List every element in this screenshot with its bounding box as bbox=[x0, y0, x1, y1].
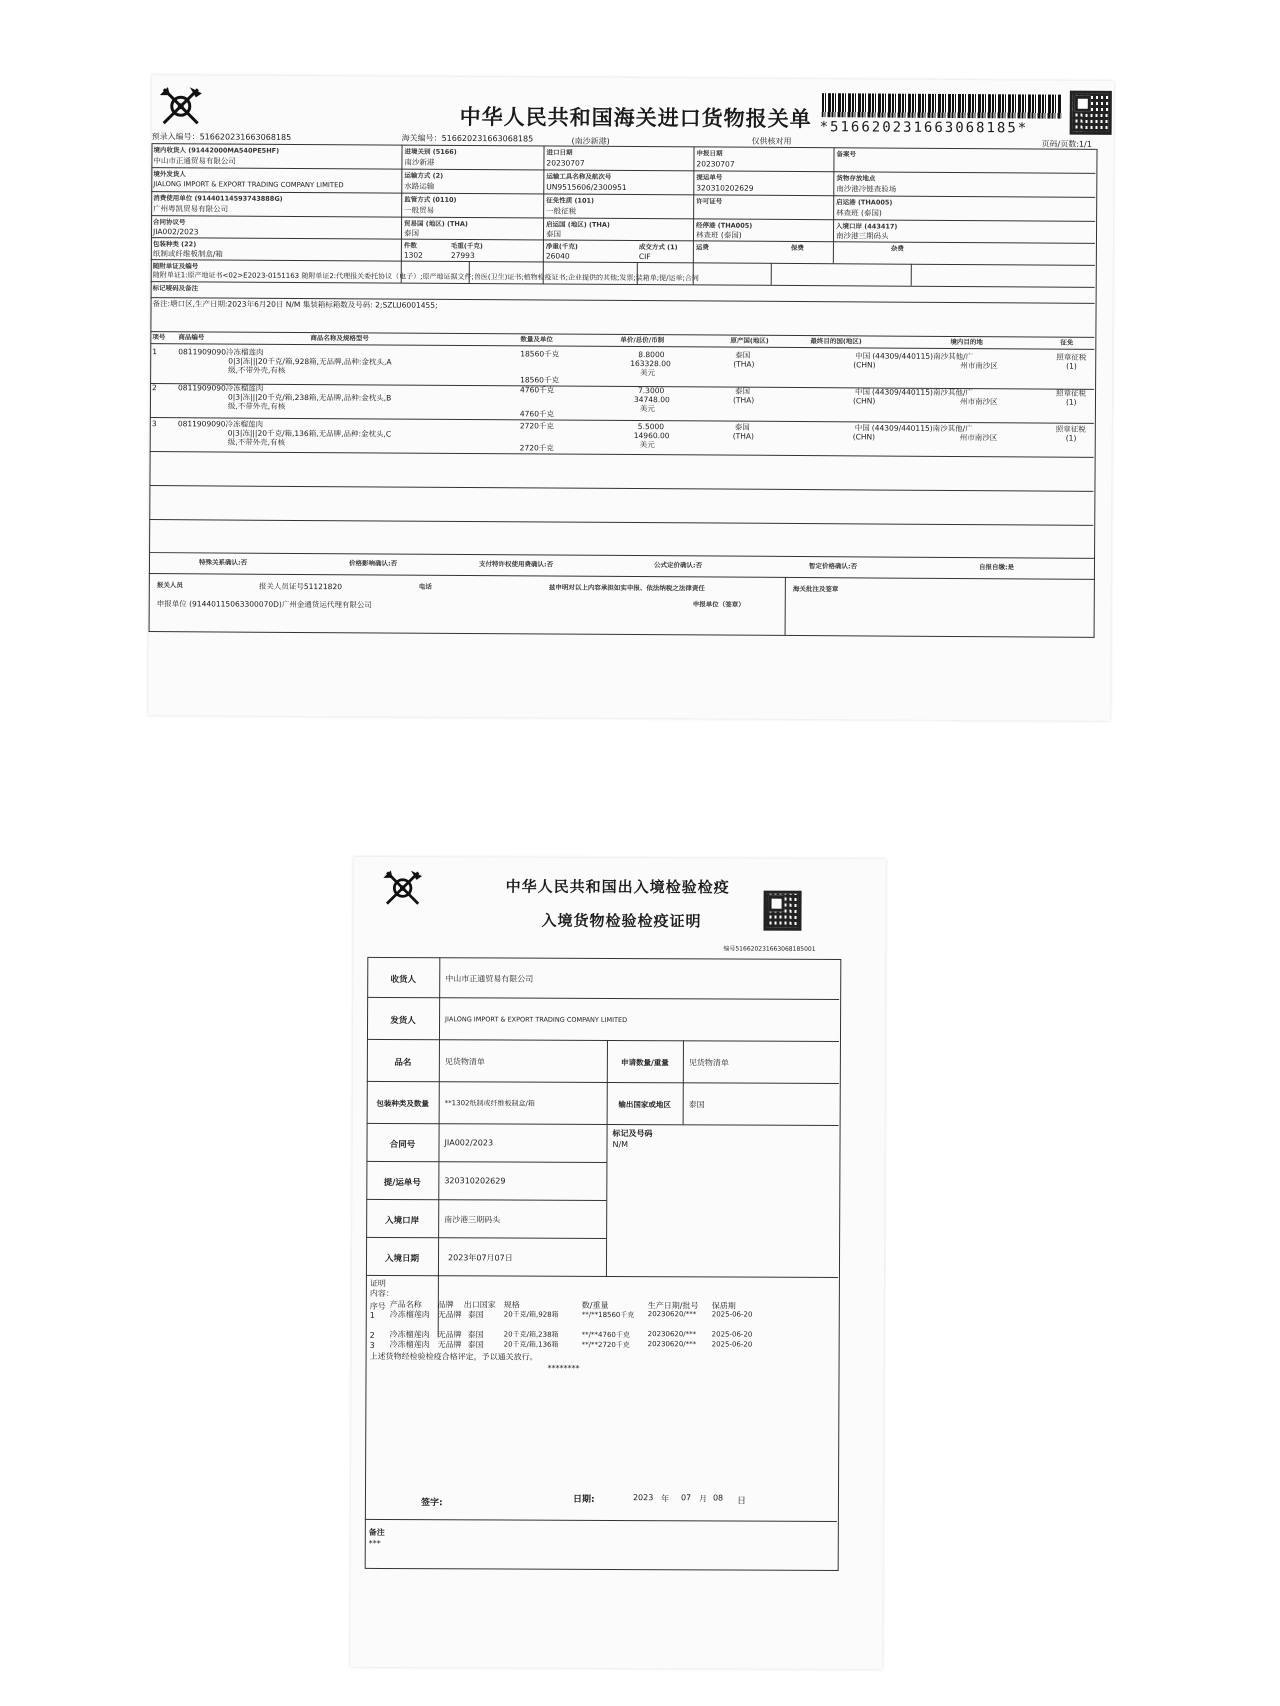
barcode-text: *516620231663068185* bbox=[819, 119, 1029, 137]
declarant-label: 报关人员 bbox=[156, 581, 183, 590]
port-note: (南沙新港) bbox=[571, 136, 610, 146]
departure-port-label: 启运港 (THA005) bbox=[836, 198, 893, 207]
pieces-value: 1302 bbox=[403, 250, 423, 260]
export-country-value: 泰国 bbox=[688, 1100, 705, 1110]
origin-country-label: 启运国 (地区) (THA) bbox=[546, 220, 610, 229]
list-item: 2 冷冻榴莲肉 无品牌 泰国 20千克/箱,238箱 **/**4760千克 20230620/*** 2025-06-20 bbox=[369, 1330, 753, 1340]
proof-label: 证明 内容： bbox=[369, 1278, 394, 1299]
col-domestic: 境内目的地 bbox=[950, 337, 983, 347]
docs-label: 随附单证及编号 bbox=[152, 262, 199, 271]
port-label: 入境口岸 bbox=[385, 1215, 420, 1227]
marks-label: 标记唛码及备注 bbox=[152, 284, 199, 293]
marks-value: 备注:塘口区,生产日期:2023年6月20日 N/M 集装箱标箱数及号码: 2;SZLU6001455; bbox=[152, 299, 438, 310]
bl-label: 提/运单号 bbox=[383, 1177, 421, 1189]
transit-port-label: 经停港 (THA005) bbox=[696, 221, 753, 230]
import-date-label: 进口日期 bbox=[546, 148, 573, 157]
export-country-label: 输出国家或地区 bbox=[618, 1100, 671, 1110]
vessel-label: 运输工具名称及航次号 bbox=[546, 172, 612, 181]
customs-declaration-sheet bbox=[148, 75, 1114, 721]
consignee-value: 中山市正通贸易有限公司 bbox=[153, 156, 236, 166]
misc-label: 杂费 bbox=[890, 244, 904, 253]
consignee-value: 中山市正通贸易有限公司 bbox=[445, 974, 534, 984]
contract-label: 合同协议号 bbox=[153, 218, 186, 227]
qty-value: 见货物清单 bbox=[688, 1058, 729, 1068]
declarant-cert: 报关人员证号51121820 bbox=[258, 581, 343, 592]
date-label: 入境日期 bbox=[384, 1253, 420, 1265]
declare-date-label: 申报日期 bbox=[696, 149, 723, 158]
gross-label: 毛重(千克) bbox=[450, 241, 483, 251]
month-char: 月 bbox=[698, 1494, 707, 1504]
pieces-label: 件数 bbox=[403, 241, 417, 250]
freight-label: 运费 bbox=[695, 243, 709, 252]
col-origin: 原产国(地区) bbox=[730, 336, 769, 345]
docs-value: 随附单证1:原产地证书<02>E2023-0151163 随附单证2:代理报关委托协议（电子）;原产地证据文件;兽医(卫生)证书;植物检疫证书;企业提供的其他;发票;装箱单;提/运单;合同 bbox=[152, 271, 699, 283]
vessel-value: UN9515606/2300951 bbox=[546, 182, 627, 192]
customs-number: 海关编号：516620231663068185 bbox=[401, 133, 534, 144]
port-value: 南沙港三期码头 bbox=[444, 1215, 501, 1225]
user-unit-label: 消费使用单位 (91440114593743888G) bbox=[153, 194, 283, 203]
qr-code-icon bbox=[763, 891, 801, 931]
sign-label: 签字: bbox=[420, 1498, 443, 1509]
col-code: 商品编号 bbox=[178, 333, 205, 342]
declare-unit-seal: 申报单位（签章） bbox=[692, 600, 745, 609]
year-char: 年 bbox=[660, 1494, 669, 1504]
certificate-number: 编号516620231663068185001 bbox=[723, 945, 816, 953]
shipper-label: 境外发货人 bbox=[153, 170, 186, 179]
deal-mode-value: CIF bbox=[638, 252, 651, 262]
gross-value: 27993 bbox=[450, 250, 475, 261]
shipper-label: 发货人 bbox=[390, 1016, 416, 1027]
entry-customs-label: 进境关别 (5166) bbox=[404, 147, 457, 156]
date-value: 2023年07月07日 bbox=[448, 1253, 513, 1263]
col-dest: 最终目的国(地区) bbox=[810, 337, 862, 346]
certificate-subtitle: 入境货物检验检疫证明 bbox=[541, 911, 702, 931]
marks-label: 标记及号码 bbox=[612, 1128, 653, 1139]
deal-mode-label: 成交方式 (1) bbox=[638, 243, 678, 252]
day-char: 日 bbox=[736, 1496, 746, 1507]
package-type-label: 包装种类 (22) bbox=[152, 240, 197, 249]
license-label: 许可证号 bbox=[696, 197, 723, 206]
trade-country-value: 泰国 bbox=[403, 228, 420, 238]
self-pay: 自报自缴:是 bbox=[978, 563, 1015, 572]
transport-mode-value: 水路运输 bbox=[404, 181, 435, 191]
transit-port-value: 林查班 (泰国) bbox=[695, 230, 742, 240]
col-item-no: 项号 bbox=[152, 333, 166, 342]
customs-emblem-icon bbox=[156, 83, 206, 129]
tax-nature-label: 征免性质 (101) bbox=[546, 196, 595, 205]
origin-country-value: 泰国 bbox=[545, 229, 562, 239]
ciq-emblem-icon bbox=[380, 865, 426, 911]
remark-label: 备注 bbox=[368, 1527, 385, 1537]
list-item: 3 冷冻榴莲肉 无品牌 泰国 20千克/箱,136箱 **/**2720千克 20230620/*** 2025-06-20 bbox=[369, 1340, 753, 1350]
royalty-confirm: 支付特许权使用费确认:否 bbox=[478, 560, 554, 569]
col-price: 单价/总价/币制 bbox=[620, 335, 665, 345]
user-unit-value: 广州粤凯贸易有限公司 bbox=[153, 204, 229, 214]
declare-unit: 申报单位 (91440115063300070D)广州金通货运代理有限公司 bbox=[156, 599, 372, 610]
page-number: 页码/页数:1/1 bbox=[1041, 139, 1092, 149]
phone-label: 电话 bbox=[418, 582, 432, 591]
import-date-value: 20230707 bbox=[546, 158, 585, 168]
entry-port-value: 南沙港三期码头 bbox=[835, 231, 889, 241]
net-label: 净重(千克) bbox=[545, 242, 578, 251]
package-type-value: 纸制或纤维板制盒/箱 bbox=[152, 249, 223, 259]
date-sign-label: 日期: bbox=[572, 1494, 595, 1505]
special-relation: 特殊关系确认:否 bbox=[198, 558, 248, 567]
stars: ******** bbox=[547, 1363, 580, 1373]
entry-port-label: 入境口岸 (443417) bbox=[836, 222, 898, 231]
consignee-label: 收货人 bbox=[390, 975, 417, 986]
bl-no-value: 320310202629 bbox=[696, 183, 754, 193]
goods-label: 品名 bbox=[394, 1058, 412, 1069]
supervision-value: 一般贸易 bbox=[404, 205, 435, 215]
marks-value: N/M bbox=[612, 1139, 629, 1150]
price-effect: 价格影响确认:否 bbox=[348, 559, 398, 568]
insurance-label: 保费 bbox=[790, 243, 804, 253]
list-item: 1 冷冻榴莲肉 无品牌 泰国 20千克/箱,928箱 **/**18560千克 20230620/*** 2025-06-20 bbox=[369, 1310, 753, 1320]
sign-year: 2023 bbox=[632, 1493, 654, 1503]
shipper-value: JIALONG IMPORT & EXPORT TRADING COMPANY LIMITED bbox=[153, 180, 344, 190]
net-value: 26040 bbox=[545, 251, 570, 261]
inspection-certificate-sheet bbox=[350, 857, 886, 1669]
entry-customs-value: 南沙新港 bbox=[404, 157, 435, 167]
pre-entry-number: 预录入编号：516620231663068185 bbox=[151, 132, 292, 142]
conclusion: 上述货物经检验检疫合格评定，予以通关放行。 bbox=[369, 1351, 538, 1362]
statement: 兹申明对以上内容承担如实申报、依法纳税之法律责任 bbox=[548, 583, 705, 593]
sign-month: 07 bbox=[680, 1493, 692, 1503]
tax-nature-value: 一般征税 bbox=[546, 206, 577, 216]
transport-mode-label: 运输方式 (2) bbox=[404, 171, 444, 180]
table-row: 1 0811909090冷冻榴莲肉 0|3|冻|||20千克/箱,928箱,无品牌,品种:金枕头,A 级,不带外壳,有核 18560千克 18560千克 8.8000 163328.00 美元 泰国 (THA) 中国 (CHN) (44309/440115)南沙其他/广 州市南沙区 照章征税 (1) bbox=[152, 347, 1087, 385]
qr-code-icon bbox=[1070, 91, 1112, 135]
sign-day: 08 bbox=[712, 1493, 724, 1503]
customs-remark: 海关批注及签章 bbox=[792, 584, 839, 594]
storage-value: 南沙港冷链查验场 bbox=[836, 184, 897, 194]
departure-port-value: 林查班 (泰国) bbox=[836, 208, 882, 218]
storage-label: 货物存放地点 bbox=[836, 174, 876, 183]
bl-no-label: 提运单号 bbox=[696, 173, 723, 182]
consignee-label: 境内收货人 (91442000MA540PE5HF) bbox=[153, 146, 280, 155]
qty-label: 申请数量/重量 bbox=[620, 1058, 669, 1068]
goods-value: 见货物清单 bbox=[444, 1057, 485, 1067]
contract-value: JIA002/2023 bbox=[444, 1138, 494, 1148]
verify-note: 仅供核对用 bbox=[751, 136, 792, 146]
goods-list-header: 序号 产品名称 品牌 出口国家 规格 数/重量 生产日期/批号 保质期 bbox=[369, 1300, 736, 1311]
package-label: 包装种类及数量 bbox=[376, 1098, 429, 1109]
declare-date-value: 20230707 bbox=[696, 159, 735, 169]
bl-value: 320310202629 bbox=[444, 1176, 506, 1186]
record-no-label: 备案号 bbox=[836, 150, 857, 159]
col-levy: 征免 bbox=[1060, 338, 1074, 347]
trade-country-label: 贸易国 (地区) (THA) bbox=[404, 219, 468, 229]
contract-label: 合同号 bbox=[389, 1140, 416, 1151]
table-row: 3 0811909090冷冻榴莲肉 0|3|冻|||20千克/箱,136箱,无品牌,品种:金枕头,C 级,不带外壳,有核 2720千克 2720千克 5.5000 14960.00 美元 泰国 (THA) 中国 (CHN) (44309/440115)南沙其他/广 州市南沙区 照章征税 (1) bbox=[151, 419, 1086, 453]
shipper-value: JIALONG IMPORT & EXPORT TRADING COMPANY LIMITED bbox=[445, 1015, 628, 1025]
barcode bbox=[822, 93, 1062, 118]
formula-price: 公式定价确认:否 bbox=[653, 561, 703, 570]
remark-value: *** bbox=[368, 1538, 381, 1548]
supervision-label: 监管方式 (0110) bbox=[404, 195, 457, 204]
package-value: **1302纸制或纤维板制盒/箱 bbox=[444, 1099, 535, 1108]
contract-value: JIA002/2023 bbox=[152, 227, 199, 237]
provisional-price: 暂定价格确认:否 bbox=[808, 562, 858, 571]
table-row: 2 0811909090冷冻榴莲肉 0|3|冻|||20千克/箱,238箱,无品牌,品种:金枕头,B 级,不带外壳,有核 4760千克 4760千克 7.3000 34748.00 美元 泰国 (THA) 中国 (CHN) (44309/440115)南沙其他/广 州市南沙区 照章征税 (1) bbox=[152, 383, 1087, 419]
declaration-title: 中华人民共和国海关进口货物报关单 bbox=[459, 103, 812, 132]
declaration-form bbox=[149, 143, 1097, 559]
certificate-title: 中华人民共和国出入境检验检疫 bbox=[505, 877, 730, 897]
col-name: 商品名称及规格型号 bbox=[310, 334, 369, 343]
col-qty: 数量及单位 bbox=[520, 335, 553, 344]
